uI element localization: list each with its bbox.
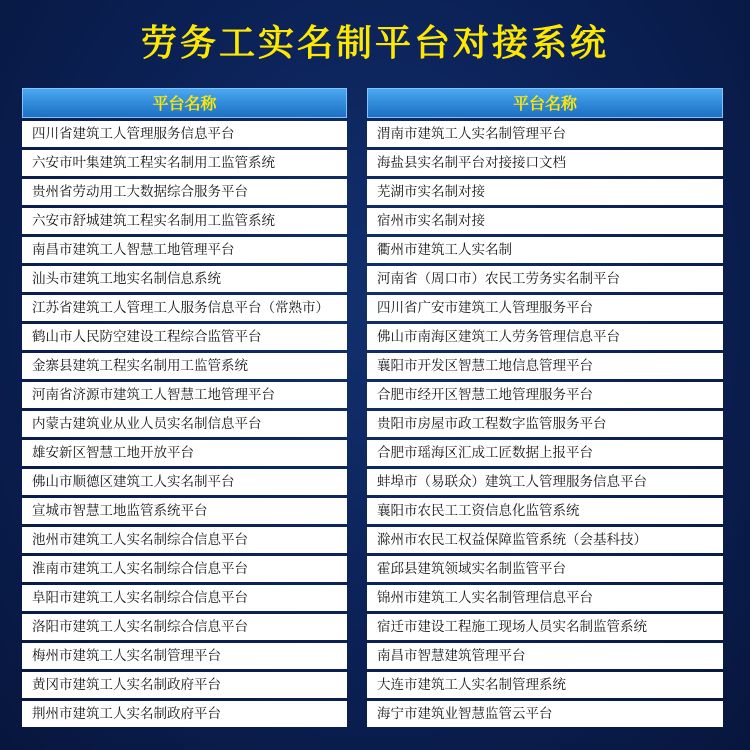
- platform-list-item: 雄安新区智慧工地开放平台: [22, 440, 347, 466]
- platform-list-item: 荆州市建筑工人实名制政府平台: [22, 701, 347, 727]
- platform-list-item: 合肥市经开区智慧工地管理服务平台: [367, 382, 723, 408]
- platform-list-item: 六安市舒城建筑工程实名制用工监管系统: [22, 208, 347, 234]
- platform-list-item: 合肥市瑶海区汇成工匠数据上报平台: [367, 440, 723, 466]
- platform-list-item: 宣城市智慧工地监管系统平台: [22, 498, 347, 524]
- platform-list-item: 海盐县实名制平台对接接口文档: [367, 150, 723, 176]
- platform-list-item: 梅州市建筑工人实名制管理平台: [22, 643, 347, 669]
- platform-list-item: 锦州市建筑工人实名制管理信息平台: [367, 585, 723, 611]
- platform-list-item: 南昌市智慧建筑管理平台: [367, 643, 723, 669]
- platform-list-item: 四川省广安市建筑工人管理服务平台: [367, 295, 723, 321]
- right-platform-list: [367, 121, 723, 727]
- platform-list-item: 襄阳市开发区智慧工地信息管理平台: [367, 353, 723, 379]
- platform-list-item: 河南省济源市建筑工人智慧工地管理平台: [22, 382, 347, 408]
- platform-list-item: 阜阳市建筑工人实名制综合信息平台: [22, 585, 347, 611]
- platform-list-item: 池州市建筑工人实名制综合信息平台: [22, 527, 347, 553]
- platform-list-item: 衢州市建筑工人实名制: [367, 237, 723, 263]
- platform-list-item: 六安市叶集建筑工程实名制用工监管系统: [22, 150, 347, 176]
- platform-list-item: 蚌埠市（易联众）建筑工人管理服务信息平台: [367, 469, 723, 495]
- platform-list-item: 内蒙古建筑业从业人员实名制信息平台: [22, 411, 347, 437]
- platform-list-item: 襄阳市农民工工资信息化监管系统: [367, 498, 723, 524]
- platform-list-item: 金寨县建筑工程实名制用工监管系统: [22, 353, 347, 379]
- platform-list-item: 淮南市建筑工人实名制综合信息平台: [22, 556, 347, 582]
- page-title: 劳务工实名制平台对接系统: [140, 23, 609, 64]
- platform-list-item: 宿迁市建设工程施工现场人员实名制监管系统: [367, 614, 723, 640]
- platform-list-item: 佛山市顺德区建筑工人实名制平台: [22, 469, 347, 495]
- platform-list-item: 贵阳市房屋市政工程数字监管服务平台: [367, 411, 723, 437]
- platform-list-item: 河南省（周口市）农民工劳务实名制平台: [367, 266, 723, 292]
- platform-list-item: 佛山市南海区建筑工人劳务管理信息平台: [367, 324, 723, 350]
- platform-list-item: 大连市建筑工人实名制管理系统: [367, 672, 723, 698]
- platform-list-item: 宿州市实名制对接: [367, 208, 723, 234]
- platform-list-item: 贵州省劳动用工大数据综合服务平台: [22, 179, 347, 205]
- platform-list-item: 黄冈市建筑工人实名制政府平台: [22, 672, 347, 698]
- platform-list-item: 海宁市建筑业智慧监管云平台: [367, 701, 723, 727]
- platform-list-item: 渭南市建筑工人实名制管理平台: [367, 121, 723, 147]
- platform-list-item: 霍邱县建筑领域实名制监管平台: [367, 556, 723, 582]
- platform-list-item: 鹤山市人民防空建设工程综合监管平台: [22, 324, 347, 350]
- right-column: [367, 88, 723, 730]
- left-platform-list: [22, 121, 347, 727]
- platform-list-item: 四川省建筑工人管理服务信息平台: [22, 121, 347, 147]
- platform-list-item: 滁州市农民工权益保障监管系统（会基科技）: [367, 527, 723, 553]
- platform-list-item: 江苏省建筑工人管理工人服务信息平台（常熟市）: [22, 295, 347, 321]
- right-column-header: 平台名称: [367, 88, 723, 118]
- platform-list-item: 芜湖市实名制对接: [367, 179, 723, 205]
- platform-list-item: 南昌市建筑工人智慧工地管理平台: [22, 237, 347, 263]
- platform-list-item: 洛阳市建筑工人实名制综合信息平台: [22, 614, 347, 640]
- platform-list-item: 汕头市建筑工地实名制信息系统: [22, 266, 347, 292]
- left-column-header: 平台名称: [22, 88, 347, 118]
- left-column: [22, 88, 347, 730]
